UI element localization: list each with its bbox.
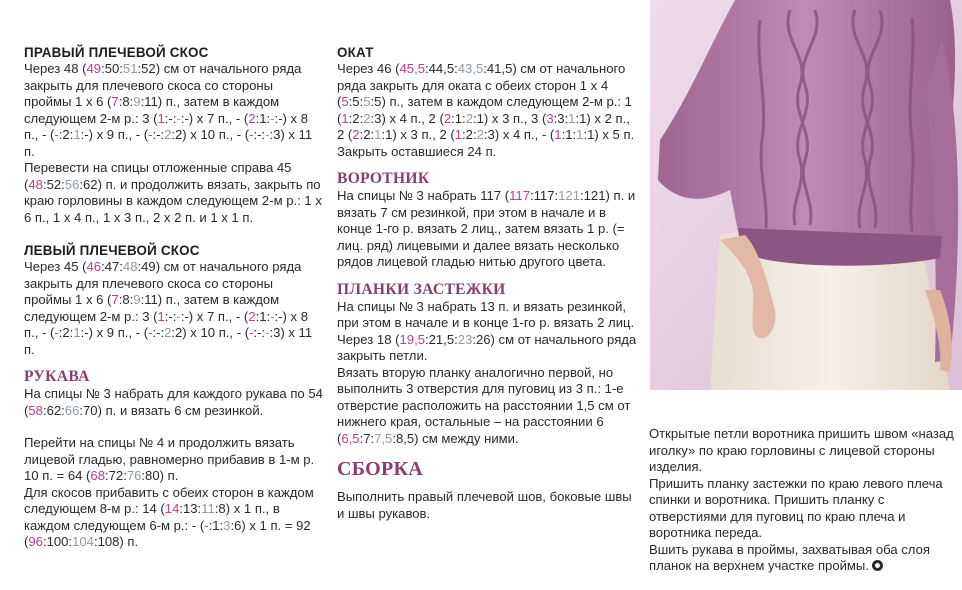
size-value: 5 — [363, 94, 371, 109]
heading-placket: ПЛАНКИ ЗАСТЕЖКИ — [337, 280, 506, 298]
size-value: - — [176, 110, 181, 126]
text-run: :2) x 10 п., - ( — [171, 325, 250, 340]
size-value: - — [176, 308, 181, 324]
size-value: - — [265, 127, 270, 142]
size-value: 1 — [454, 127, 463, 142]
text-run: :52) см от начального ряда закрыть для плечевого скоса со стороны проймы 1 x 6 ( — [24, 61, 302, 109]
size-value: 1 — [568, 110, 576, 126]
text-run: :8) x 1 п., в каждом следующем 6-м р.: - ( — [24, 501, 280, 533]
text-run: :80) п. — [141, 468, 179, 483]
text-run: :1) x 2 п., 2 ( — [337, 110, 630, 142]
paragraph — [24, 160, 324, 226]
size-value: 5 — [341, 94, 349, 109]
text-run: Открытые петли воротника пришить швом «назад иголку» по краю горловины с лицевой стороны изделия. — [649, 426, 954, 474]
text-run: :-: — [253, 127, 266, 142]
text-run: :-) x 9 п., - ( — [80, 127, 149, 142]
paragraph — [649, 426, 955, 476]
size-value: 9 — [133, 94, 141, 109]
text-run: :13: — [179, 501, 202, 516]
size-value: 58 — [28, 402, 43, 418]
text-run: :1: — [255, 110, 271, 126]
size-value: 1 — [341, 110, 349, 126]
size-value: - — [249, 127, 254, 142]
text-run: :117: — [529, 188, 559, 203]
size-value: - — [265, 325, 270, 340]
heading-collar: ВОРОТНИК — [337, 170, 430, 187]
text-run: :1: — [451, 110, 466, 126]
size-value: 56 — [64, 176, 80, 192]
text-run: :2) x 10 п., - ( — [171, 127, 250, 142]
text-run: :62: — [42, 402, 65, 418]
size-value: 1 — [73, 325, 81, 340]
text-run: :2: — [359, 127, 375, 142]
text-run: :6) x 1 п. = 92 ( — [24, 517, 311, 549]
heading-assembly: СБОРКА — [337, 458, 424, 480]
text-run: :-) x 9 п., - ( — [80, 325, 149, 340]
size-value: 51 — [122, 61, 138, 76]
text-run: :11) п., затем в каждом следующем 2-м р.: 3 ( — [24, 94, 280, 126]
paragraph — [337, 299, 637, 332]
size-value: 2 — [363, 110, 371, 126]
size-value: 1 — [554, 127, 562, 142]
size-value: - — [204, 517, 209, 533]
column-middle — [337, 44, 637, 522]
paragraph-text — [649, 542, 930, 574]
text-run: :44,5: — [424, 61, 458, 76]
text-run: :1) x 5 п. — [583, 127, 635, 142]
text-run: :72: — [105, 468, 127, 483]
text-run: :41,5) см от начального ряда закрыть для оката с обеих сторон 1 x 4 ( — [337, 61, 626, 109]
text-run: :3) x 4 п., - ( — [483, 127, 555, 142]
size-value: 76 — [126, 468, 142, 483]
text-run: :3) x 11 п. — [24, 325, 313, 357]
text-run: :-: — [164, 308, 177, 324]
text-run: :2: — [462, 127, 477, 142]
paragraph — [337, 332, 637, 365]
text-run: Для скосов прибавить с обеих сторон в каждом следующем 8-м р.: 14 ( — [24, 484, 314, 516]
paragraph — [337, 61, 637, 144]
size-value: - — [148, 127, 153, 142]
size-value: - — [270, 308, 275, 324]
size-value: 43,5 — [457, 61, 484, 76]
size-value: - — [270, 110, 275, 126]
size-value: 96 — [28, 534, 43, 549]
size-value: - — [148, 325, 153, 340]
size-value: - — [249, 325, 254, 340]
size-value: 14 — [164, 501, 180, 516]
text-run: :70) п. и вязать 6 см резинкой. — [79, 402, 264, 418]
text-run: :-) x 7 п., - ( — [180, 110, 249, 126]
text-run: :121) п. и вязать 7 см резинкой, при этом в начале и в конце 1-го р. вязать 2 лиц., затем вязать 1 р. (= лиц. ряд) лицевыми и далее вязать несколько рядов лицевой гладью нитью другого цвета. — [337, 188, 636, 269]
text-run: :1: — [208, 517, 224, 533]
text-run: :3) x 4 п., 2 ( — [370, 110, 444, 126]
text-run: На спицы № 3 набрать 117 ( — [337, 188, 510, 203]
paragraph — [24, 61, 324, 160]
text-run: :5: — [348, 94, 364, 109]
paragraph — [24, 259, 324, 358]
text-run: :1) x 3 п., 3 ( — [473, 110, 547, 126]
paragraph — [337, 144, 637, 161]
size-value: 3 — [223, 517, 231, 533]
size-value: 6,5 — [341, 430, 360, 446]
size-value: 1 — [73, 127, 81, 142]
text-run: :8: — [118, 292, 134, 307]
size-value: 11 — [201, 501, 215, 516]
size-value: 3 — [546, 110, 554, 126]
heading-left-shoulder: ЛЕВЫЙ ПЛЕЧЕВОЙ СКОС — [24, 243, 200, 258]
text-run: :5) п., затем в каждом следующем 2-м р.: 1 ( — [337, 94, 632, 126]
size-value: 1 — [157, 308, 165, 324]
paragraph — [649, 476, 955, 542]
paragraph — [24, 435, 324, 485]
size-value: 1 — [374, 127, 382, 142]
woman-sweater-image — [650, 0, 962, 390]
paragraph — [24, 485, 324, 551]
text-run: Закрыть оставшиеся 24 п. — [337, 143, 497, 159]
text-run: :50: — [101, 61, 123, 76]
text-run: :-) x 8 п., - ( — [24, 308, 308, 340]
text-run: Через 48 ( — [24, 61, 87, 76]
size-value: - — [54, 127, 59, 142]
size-value: 2 — [164, 325, 172, 340]
size-value: 2 — [476, 127, 484, 142]
size-value: 68 — [90, 468, 105, 483]
size-value: 2 — [248, 110, 256, 126]
text-run: На спицы № 3 набрать для каждого рукава по 54 ( — [24, 386, 323, 418]
text-run: :-: — [164, 110, 177, 126]
text-run: :21,5: — [424, 331, 458, 347]
size-value: 7 — [111, 94, 119, 109]
text-run: На спицы № 3 набрать 13 п. и вязать резинкой, при этом в начале и в конце 1-го р. вязать 2 лиц. — [337, 298, 635, 330]
text-run: :1: — [255, 308, 271, 324]
text-run: :-) x 7 п., - ( — [180, 308, 249, 324]
text-run: :-) x 8 п., - ( — [24, 110, 308, 142]
size-value: 7,5 — [374, 430, 393, 446]
size-value: 48 — [28, 176, 43, 192]
text-run: :3) x 11 п. — [24, 127, 313, 159]
text-run: :47: — [101, 259, 123, 274]
text-run: :2: — [58, 127, 74, 142]
text-run: Вязать вторую планку аналогично первой, но выполнить 3 отверстия для пуговиц из 3 п.: 1-е отверстие расположить на расстоянии 1,5 см от нижнего края, остальные – на расстоянии 6 ( — [337, 364, 631, 446]
text-run: :-: — [152, 325, 165, 340]
end-mark-icon — [872, 560, 883, 571]
size-value: 7 — [111, 292, 119, 307]
size-value: 23 — [457, 331, 473, 347]
size-value: 46 — [86, 259, 102, 274]
column-right — [649, 426, 955, 575]
paragraph — [337, 489, 637, 522]
size-value: 1 — [157, 110, 165, 126]
text-run: Вшить рукава в проймы, захватывая оба слоя планок на верхнем участке проймы. — [649, 541, 930, 573]
text-run: Пришить планку застежки по краю левого плеча спинки и воротника. Пришить планку с отверстиями для пуговиц по краю плеча и воротника переда. — [649, 475, 943, 540]
text-run: :26) см от начального ряда закрыть петли. — [337, 331, 637, 363]
heading-right-shoulder: ПРАВЫЙ ПЛЕЧЕВОЙ СКОС — [24, 45, 209, 60]
text-run: :3: — [553, 110, 569, 126]
text-run: :1) x 3 п., 2 ( — [381, 127, 455, 142]
paragraph — [649, 542, 955, 575]
size-value: 9 — [133, 292, 141, 307]
size-value: 45,5 — [399, 61, 425, 76]
text-run: :-: — [253, 325, 266, 340]
sweater-photo — [650, 0, 962, 390]
column-left — [24, 44, 324, 551]
size-value: - — [54, 325, 59, 340]
text-run: Перевести на спицы отложенные справа 45 ( — [24, 160, 292, 192]
size-value: 117 — [509, 188, 530, 203]
text-run: :2: — [348, 110, 364, 126]
text-run: :49) см от начального ряда закрыть для плечевого скоса со стороны проймы 1 x 6 ( — [24, 259, 302, 307]
text-run: :100: — [42, 534, 73, 549]
paragraph — [24, 386, 324, 419]
text-run: :7: — [359, 430, 375, 446]
heading-okat: ОКАТ — [337, 45, 374, 60]
text-run: Перейти на спицы № 4 и продолжить вязать лицевой гладью, равномерно прибавив в 1-м р. 10 п. = 64 ( — [24, 435, 315, 483]
paragraph — [337, 188, 637, 271]
text-run: :62) п. и продолжить вязать, закрыть по краю горловины в каждом следующем 2-м р.: 1 x 6 п., 1 x 4 п., 1 x 3 п., 2 x 2 п. и 1 x 1 п. — [24, 176, 322, 225]
size-value: 48 — [122, 259, 138, 274]
heading-sleeves: РУКАВА — [24, 368, 90, 385]
size-value: 2 — [352, 127, 360, 142]
text-run: :8,5) см между ними. — [392, 430, 519, 446]
text-run: Через 45 ( — [24, 259, 87, 274]
size-value: 49 — [86, 61, 102, 76]
paragraph — [337, 365, 637, 448]
text-run: :8: — [118, 94, 134, 109]
text-run: :11) п., затем в каждом следующем 2-м р.: 3 ( — [24, 292, 280, 324]
size-value: 1 — [576, 127, 584, 142]
size-value: 2 — [443, 110, 452, 126]
text-run: Выполнить правый плечевой шов, боковые швы и швы рукавов. — [337, 489, 632, 521]
text-run: :1: — [561, 127, 577, 142]
size-value: 2 — [164, 127, 172, 142]
text-run: Через 18 ( — [337, 331, 400, 347]
text-run: :108) п. — [93, 534, 139, 549]
text-run: :2: — [58, 325, 74, 340]
size-value: 2 — [248, 308, 256, 324]
text-run: Через 46 ( — [337, 61, 400, 76]
size-value: 121 — [558, 188, 580, 203]
text-run: :-: — [152, 127, 165, 142]
size-value: 19,5 — [399, 331, 425, 347]
text-run: :52: — [42, 176, 65, 192]
size-value: 66 — [64, 402, 80, 418]
size-value: 104 — [72, 534, 94, 549]
size-value: 2 — [465, 110, 473, 126]
